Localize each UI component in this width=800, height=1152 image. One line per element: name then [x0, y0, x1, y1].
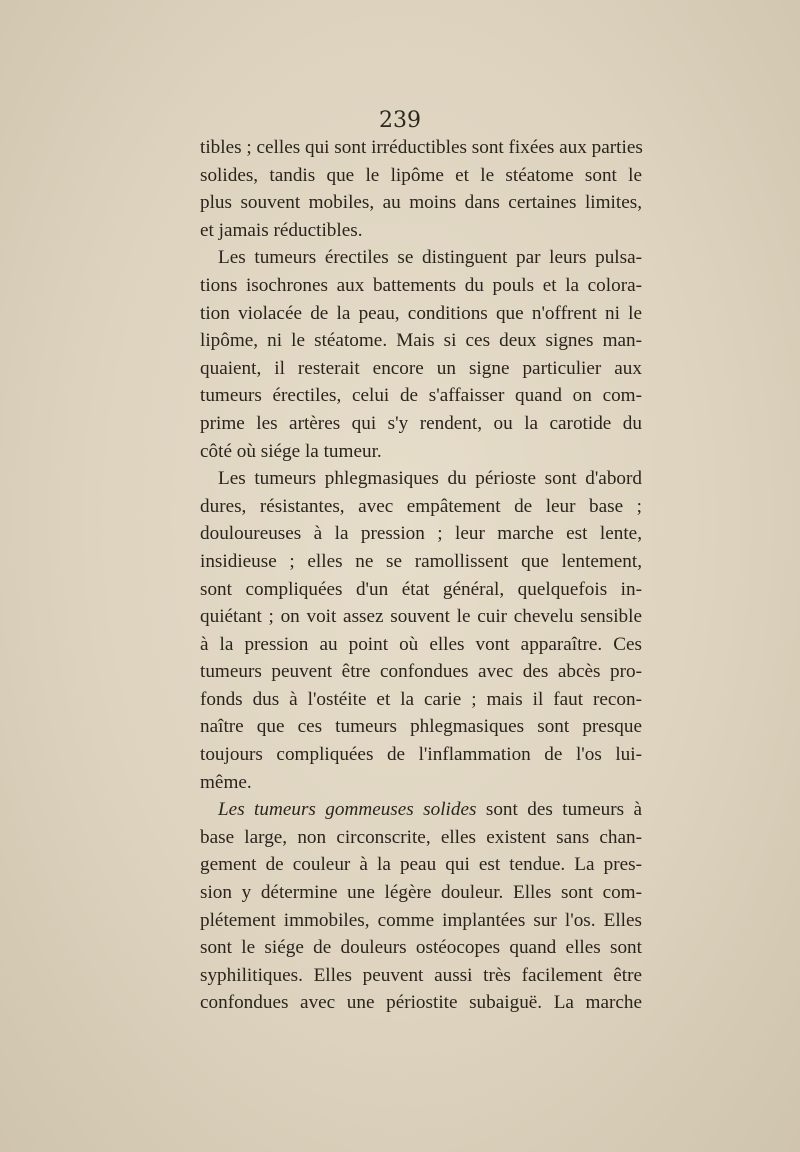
text-line: côté où siége la tumeur.: [200, 440, 382, 462]
text-line: gement de couleur à la peau qui est tendue. La pres-: [200, 854, 642, 876]
text-line: confondues avec une périostite subaiguë. La marche: [200, 992, 642, 1014]
text-line: toujours compliquées de l'inflammation de l'os lui-: [200, 744, 642, 766]
text-line: insidieuse ; elles ne se ramollissent que lentement,: [200, 550, 642, 572]
text-line: même.: [200, 771, 252, 793]
text-line: naître que ces tumeurs phlegmasiques sont presque: [200, 716, 642, 738]
text-line: à la pression au point où elles vont apparaître. Ces: [200, 633, 642, 655]
text-line: quiétant ; on voit assez souvent le cuir chevelu sensible: [200, 606, 642, 628]
text-line: plus souvent mobiles, au moins dans certaines limites,: [200, 192, 642, 214]
text-line: syphilitiques. Elles peuvent aussi très facilement être: [200, 964, 642, 986]
text-line: solides, tandis que le lipôme et le stéatome sont le: [200, 164, 642, 186]
text-line: sont le siége de douleurs ostéocopes quand elles sont: [200, 937, 642, 959]
text-line: dures, résistantes, avec empâtement de leur base ;: [200, 495, 642, 517]
text-run: sont des tumeurs à: [476, 799, 642, 821]
page-number: 239: [379, 108, 421, 133]
text-line: base large, non circonscrite, elles existent sans chan-: [200, 826, 642, 848]
italic-heading: Les tumeurs gommeuses solides: [218, 799, 477, 821]
text-line: plétement immobiles, comme implantées sur l'os. Elles: [200, 909, 642, 931]
text-line: [200, 796, 642, 824]
body-text: [200, 134, 642, 1017]
text-line: Les tumeurs phlegmasiques du périoste sont d'abord: [218, 468, 642, 490]
text-line: Les tumeurs érectiles se distinguent par leurs pulsa-: [218, 247, 642, 269]
text-line: fonds dus à l'ostéite et la carie ; mais il faut recon-: [200, 688, 642, 710]
text-line: sont compliquées d'un état général, quelquefois in-: [200, 578, 642, 600]
text-line: tumeurs érectiles, celui de s'affaisser quand on com-: [200, 385, 642, 407]
text-line: prime les artères qui s'y rendent, ou la carotide du: [200, 412, 642, 434]
text-line: quaient, il resterait encore un signe particulier aux: [200, 357, 642, 379]
text-line: tibles ; celles qui sont irréductibles sont fixées aux parties: [200, 137, 643, 158]
text-line: tion violacée de la peau, conditions que n'offrent ni le: [200, 302, 642, 324]
text-line: tumeurs peuvent être confondues avec des abcès pro-: [200, 661, 642, 683]
text-line: sion y détermine une légère douleur. Elles sont com-: [200, 882, 642, 904]
text-line: et jamais réductibles.: [200, 219, 363, 241]
text-line: douloureuses à la pression ; leur marche est lente,: [200, 523, 642, 545]
text-line: lipôme, ni le stéatome. Mais si ces deux signes man-: [200, 330, 642, 352]
text-line: tions isochrones aux battements du pouls et la colora-: [200, 274, 642, 296]
